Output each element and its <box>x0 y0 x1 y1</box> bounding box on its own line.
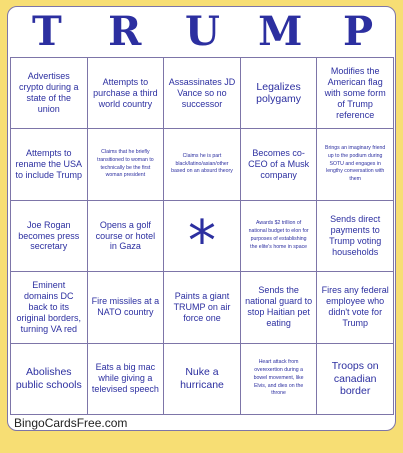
bingo-cell-r3-c5[interactable]: Sends direct payments to Trump voting households <box>317 201 394 272</box>
bingo-cell-r2-c5[interactable]: Brings an imaginary friend up to the podium during SOTU and engages in lengthy conversation with them <box>317 129 394 200</box>
bingo-cell-r1-c1[interactable]: Advertises crypto during a state of the union <box>11 58 88 129</box>
footer-brand: BingoCardsFree.com <box>14 416 128 430</box>
header-letter-u: U <box>185 7 220 55</box>
bingo-cell-r2-c2[interactable]: Claims that he briefly transitioned to woman to technically be the first woman president <box>88 129 165 200</box>
bingo-cell-r5-c1[interactable]: Abolishes public schools <box>11 344 88 415</box>
card-header <box>8 7 397 56</box>
bingo-cell-r3-c2[interactable]: Opens a golf course or hotel in Gaza <box>88 201 165 272</box>
bingo-cell-r1-c2[interactable]: Attempts to purchase a third world country <box>88 58 165 129</box>
free-space-asterisk-icon[interactable]: * <box>164 201 241 272</box>
header-letter-r: R <box>108 7 142 55</box>
header-letter-m: M <box>258 7 303 55</box>
bingo-cell-r4-c1[interactable]: Eminent domains DC back to its original borders, turning VA red <box>11 272 88 343</box>
header-letter-t: T <box>32 7 62 55</box>
bingo-cell-r2-c1[interactable]: Attempts to rename the USA to include Trump <box>11 129 88 200</box>
bingo-cell-r4-c2[interactable]: Fire missiles at a NATO country <box>88 272 165 343</box>
bingo-cell-r3-c1[interactable]: Joe Rogan becomes press secretary <box>11 201 88 272</box>
bingo-cell-r1-c4[interactable]: Legalizes polygamy <box>241 58 318 129</box>
bingo-cell-r5-c2[interactable]: Eats a big mac while giving a televised speech <box>88 344 165 415</box>
bingo-cell-r2-c4[interactable]: Becomes co-CEO of a Musk company <box>241 129 318 200</box>
bingo-cell-r5-c3[interactable]: Nuke a hurricane <box>164 344 241 415</box>
header-letter-p: P <box>343 7 374 55</box>
bingo-cell-r5-c5[interactable]: Troops on canadian border <box>317 344 394 415</box>
bingo-cell-r1-c3[interactable]: Assassinates JD Vance so no successor <box>164 58 241 129</box>
bingo-cell-r1-c5[interactable]: Modifies the American flag with some form of Trump reference <box>317 58 394 129</box>
bingo-cell-r4-c4[interactable]: Sends the national guard to stop Haitian pet eating <box>241 272 318 343</box>
bingo-card <box>7 6 396 431</box>
bingo-cell-r4-c3[interactable]: Paints a giant TRUMP on air force one <box>164 272 241 343</box>
bingo-cell-r5-c4[interactable]: Heart attack from overexertion during a bowel movement, like Elvis, and dies on the throne <box>241 344 318 415</box>
bingo-cell-r4-c5[interactable]: Fires any federal employee who didn't vote for Trump <box>317 272 394 343</box>
bingo-cell-r3-c4[interactable]: Awards $2 trillion of national budget to elon for purposes of establishing the elite's home in space <box>241 201 318 272</box>
bingo-cell-r2-c3[interactable]: Claims he is part black/latino/asian/other based on an absurd theory <box>164 129 241 200</box>
bingo-grid <box>10 57 394 415</box>
